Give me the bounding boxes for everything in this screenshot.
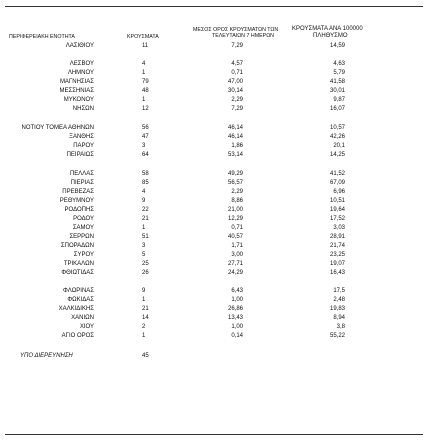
per100k-cell: 19,64 xyxy=(329,207,345,213)
region-cell: ΑΓΙΟ ΟΡΟΣ xyxy=(61,333,94,339)
cases-cell: 58 xyxy=(142,171,149,177)
cases-cell: 1 xyxy=(142,225,146,231)
avg7-cell: 53,14 xyxy=(227,152,243,158)
region-cell: ΡΕΘΥΜΝΟΥ xyxy=(59,198,94,204)
region-cell: ΛΗΜΝΟΥ xyxy=(67,70,94,76)
per100k-cell: 10,57 xyxy=(329,125,345,131)
region-cell: ΝΟΤΙΟΥ ΤΟΜΕΑ ΑΘΗΝΩΝ xyxy=(21,125,94,131)
region-cell: ΧΑΝΙΩΝ xyxy=(71,315,94,321)
avg7-cell: 7,29 xyxy=(231,106,243,112)
region-cell: ΜΑΓΝΗΣΙΑΣ xyxy=(59,79,94,85)
region-cell: ΡΟΔΟΠΗΣ xyxy=(64,207,94,213)
region-cell: ΤΡΙΚΑΛΩΝ xyxy=(63,261,94,267)
avg7-cell: 1,00 xyxy=(231,324,243,330)
per100k-cell: 14,25 xyxy=(329,152,345,158)
region-cell: ΠΑΡΟΥ xyxy=(73,143,94,149)
region-cell: ΦΛΩΡΙΝΑΣ xyxy=(63,288,94,294)
region-cell: ΝΗΣΩΝ xyxy=(72,106,94,112)
cases-cell: 64 xyxy=(142,152,149,158)
cases-cell: 47 xyxy=(142,134,149,140)
region-cell: ΠΡΕΒΕΖΑΣ xyxy=(62,189,94,195)
avg7-cell: 2,29 xyxy=(231,97,243,103)
per100k-cell: 14,59 xyxy=(329,43,345,49)
region-cell: ΠΙΕΡΙΑΣ xyxy=(70,180,94,186)
per100k-cell: 41,58 xyxy=(329,79,345,85)
per100k-cell: 67,09 xyxy=(329,180,345,186)
footer-bottom-rule xyxy=(5,434,423,435)
per100k-cell: 2,48 xyxy=(333,297,345,303)
cases-cell: 22 xyxy=(142,207,149,213)
region-cell: ΜΕΣΣΗΝΙΑΣ xyxy=(59,88,94,94)
per100k-cell: 19,07 xyxy=(329,261,345,267)
header-cases: ΚΡΟΥΣΜΑΤΑ xyxy=(127,34,159,40)
cases-cell: 26 xyxy=(142,270,149,276)
avg7-cell: 4,57 xyxy=(231,61,243,67)
footer-label: ΥΠΟ ΔΙΕΡΕΥΝΗΣΗ xyxy=(20,353,73,359)
region-cell: ΛΑΣΙΘΙΟΥ xyxy=(65,43,94,49)
avg7-cell: 8,86 xyxy=(231,198,243,204)
region-cell: ΧΙΟΥ xyxy=(79,324,94,330)
cases-cell: 1 xyxy=(142,97,146,103)
cases-cell: 25 xyxy=(142,261,149,267)
per100k-cell: 16,07 xyxy=(329,106,345,112)
per100k-cell: 41,52 xyxy=(329,171,345,177)
avg7-cell: 21,00 xyxy=(227,207,243,213)
avg7-cell: 47,00 xyxy=(227,79,243,85)
per100k-cell: 30,01 xyxy=(329,88,345,94)
avg7-cell: 13,43 xyxy=(227,315,243,321)
avg7-cell: 46,14 xyxy=(227,125,243,131)
per100k-cell: 16,43 xyxy=(329,270,345,276)
per100k-cell: 3,03 xyxy=(333,225,345,231)
per100k-cell: 4,63 xyxy=(333,61,345,67)
avg7-cell: 6,43 xyxy=(231,288,243,294)
cases-cell: 85 xyxy=(142,180,149,186)
avg7-cell: 0,14 xyxy=(231,333,243,339)
region-cell: ΡΟΔΟΥ xyxy=(73,216,94,222)
per100k-cell: 9,87 xyxy=(333,97,345,103)
header-avg7-line1: ΜΕΣΟΣ ΟΡΟΣ ΚΡΟΥΣΜΑΤΩΝ ΤΩΝ xyxy=(193,27,279,33)
per100k-cell: 55,22 xyxy=(329,333,345,339)
region-cell: ΠΕΛΛΑΣ xyxy=(69,171,94,177)
cases-cell: 21 xyxy=(142,306,149,312)
region-cell: ΛΕΣΒΟΥ xyxy=(69,61,94,67)
cases-cell: 79 xyxy=(142,79,149,85)
per100k-cell: 21,74 xyxy=(329,243,345,249)
avg7-cell: 1,71 xyxy=(231,243,243,249)
avg7-cell: 26,86 xyxy=(227,306,243,312)
avg7-cell: 46,14 xyxy=(227,134,243,140)
cases-cell: 56 xyxy=(142,125,149,131)
avg7-cell: 3,00 xyxy=(231,252,243,258)
avg7-cell: 30,14 xyxy=(227,88,243,94)
region-cell: ΣΠΟΡΑΔΩΝ xyxy=(60,243,94,249)
per100k-cell: 42,26 xyxy=(329,134,345,140)
avg7-cell: 49,29 xyxy=(227,171,243,177)
cases-cell: 48 xyxy=(142,88,149,94)
per100k-cell: 8,94 xyxy=(333,315,345,321)
region-cell: ΧΑΛΚΙΔΙΚΗΣ xyxy=(58,306,94,312)
cases-cell: 3 xyxy=(142,143,146,149)
per100k-cell: 6,96 xyxy=(333,189,345,195)
region-cell: ΣΑΜΟΥ xyxy=(72,225,94,231)
per100k-cell: 17,52 xyxy=(329,216,345,222)
cases-cell: 14 xyxy=(142,315,149,321)
cases-cell: 9 xyxy=(142,288,146,294)
header-per100k-line2: ΠΛΗΘΥΣΜΟ xyxy=(313,33,348,39)
cases-cell: 4 xyxy=(142,189,146,195)
per100k-cell: 17,5 xyxy=(333,288,345,294)
per100k-cell: 23,25 xyxy=(329,252,345,258)
per100k-cell: 28,91 xyxy=(329,234,345,240)
region-cell: ΦΩΚΙΔΑΣ xyxy=(67,297,94,303)
avg7-cell: 2,29 xyxy=(231,189,243,195)
header-top-rule xyxy=(5,6,423,7)
region-cell: ΠΕΙΡΑΙΩΣ xyxy=(66,152,94,158)
avg7-cell: 7,29 xyxy=(231,43,243,49)
region-cell: ΜΥΚΟΝΟΥ xyxy=(63,97,94,103)
avg7-cell: 40,57 xyxy=(227,234,243,240)
avg7-cell: 1,86 xyxy=(231,143,243,149)
cases-cell: 12 xyxy=(142,106,149,112)
region-cell: ΞΑΝΘΗΣ xyxy=(69,134,94,140)
avg7-cell: 0,71 xyxy=(231,70,243,76)
avg7-cell: 24,29 xyxy=(227,270,243,276)
cases-cell: 3 xyxy=(142,243,146,249)
region-cell: ΣΕΡΡΩΝ xyxy=(69,234,94,240)
per100k-cell: 19,83 xyxy=(329,306,345,312)
avg7-cell: 56,57 xyxy=(227,180,243,186)
cases-cell: 5 xyxy=(142,252,146,258)
cases-cell: 2 xyxy=(142,324,146,330)
header-region: ΠΕΡΙΦΕΡΕΙΑΚΗ ΕΝΟΤΗΤΑ xyxy=(9,34,75,40)
per100k-cell: 10,51 xyxy=(329,198,345,204)
cases-cell: 1 xyxy=(142,70,146,76)
header-avg7-line2: ΤΕΛΕΥΤΑΙΩΝ 7 ΗΜΕΡΩΝ xyxy=(212,33,274,39)
cases-cell: 4 xyxy=(142,61,146,67)
avg7-cell: 1,00 xyxy=(231,297,243,303)
per100k-cell: 5,79 xyxy=(333,70,345,76)
header-per100k-line1: ΚΡΟΥΣΜΑΤΑ ΑΝΑ 100000 xyxy=(292,26,363,32)
cases-cell: 21 xyxy=(142,216,149,222)
cases-cell: 11 xyxy=(142,43,149,49)
region-cell: ΦΘΙΩΤΙΔΑΣ xyxy=(61,270,94,276)
region-cell: ΣΥΡΟΥ xyxy=(73,252,94,258)
cases-cell: 51 xyxy=(142,234,149,240)
avg7-cell: 12,29 xyxy=(227,216,243,222)
avg7-cell: 0,71 xyxy=(231,225,243,231)
cases-cell: 1 xyxy=(142,333,146,339)
cases-cell: 1 xyxy=(142,297,146,303)
footer-cases: 45 xyxy=(142,353,149,359)
avg7-cell: 27,71 xyxy=(227,261,243,267)
per100k-cell: 20,1 xyxy=(333,143,345,149)
per100k-cell: 3,8 xyxy=(336,324,345,330)
cases-cell: 9 xyxy=(142,198,146,204)
